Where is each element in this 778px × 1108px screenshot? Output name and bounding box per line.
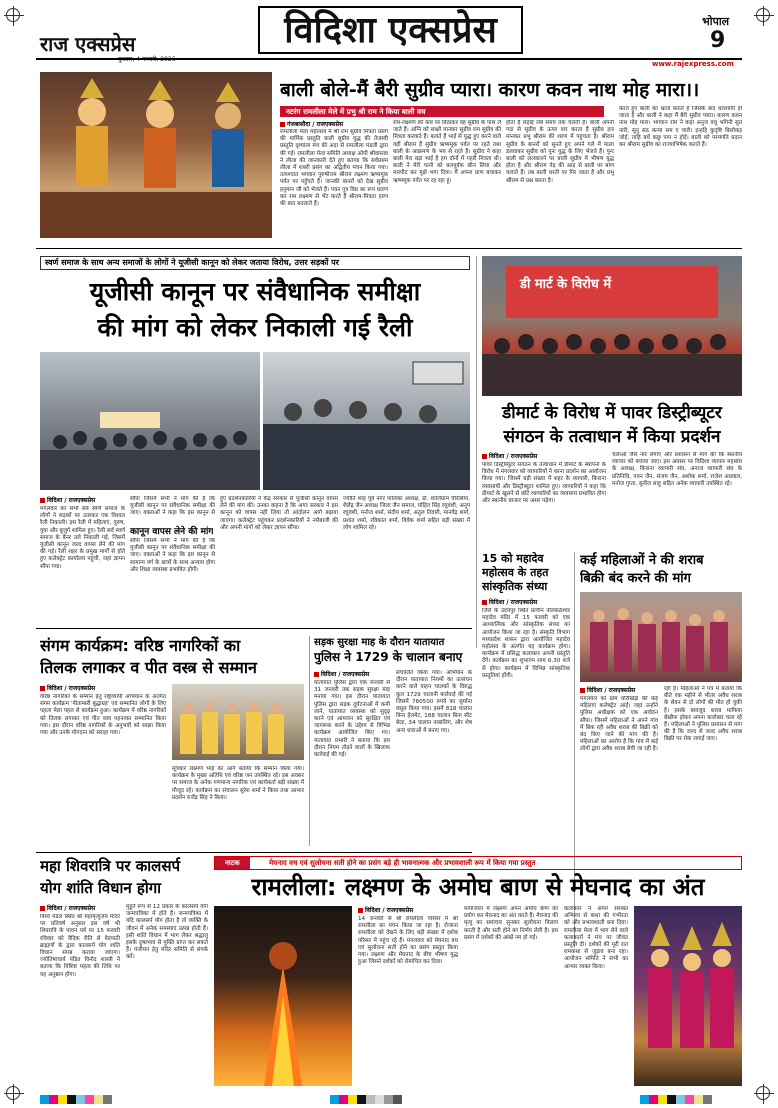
senior-citizens-photo — [172, 684, 304, 760]
registration-mark-icon — [6, 8, 20, 22]
registration-mark-icon — [756, 8, 770, 22]
section-rule — [36, 852, 472, 853]
story2-subhead: कानून वापस लेने की मांग — [130, 527, 214, 537]
story9-kicker-box — [214, 856, 742, 870]
city-label: भोपाल — [702, 15, 730, 28]
section-rule — [36, 628, 472, 629]
byline-marker-icon — [482, 600, 487, 605]
byline-marker-icon — [40, 906, 45, 911]
story9-headline: रामलीला: लक्ष्मण के अमोघ बाण से मेघनाद का अंत — [251, 873, 705, 901]
registration-mark-icon — [6, 1086, 20, 1100]
story2-headline-line1: यूजीसी कानून पर संवैधानिक समीक्षा — [89, 277, 421, 306]
website-link[interactable]: www.rajexpress.com — [652, 60, 734, 68]
story6-body-col1: वरिष्ठ नागरिकों के सम्मान हेतु राष्ट्रव्यापी अभियान के अंतर्गत संगम कार्यक्रम 'पीताम्बरी बुद्धाग्रह' एवं सम्मानित लोगों के लिए पहला मेला पहल से कार्यक्रम हुआ। कार्यक्रम में वरिष्ठ नागरिकों को तिलक लगाकर एवं पीत वस्त्र पहनाकर सम्मानित किया गया। इस दौरान वरिष्ठ नागरिकों के अनुभवों को साझा किया गया और उनके योगदान को सराहा गया। — [40, 694, 166, 737]
story7-body-col2: संचालित किया गया। अभियान के दौरान यातायात नियमों का उल्लंघन करने वाले वाहन चालकों के विरुद्ध कुल 1729 चालानी कार्रवाई की गई जिसमें 780500 रुपये का जुर्माना वसूल किया गया। इसमें 818 चालान बिना हेलमेट, 188 चालान बिना सीट बेल्ट, 34 चालान नाबालिग, और शेष अन्य धाराओं में बनाए गए। — [396, 670, 472, 734]
story9-body-col1: 14 जनवरी से श्री रामलीला परिसर में श्री रामलीला का मंचन किया जा रहा है। रोजाना रामलीला को देखने के लिए बड़ी संख्या में दर्शक परिसर में पहुंच रहे हैं। मंगलवार को मेघनाद वध एवं सुलोचना सती होने का प्रसंग प्रस्तुत किया गया। लक्ष्मण और मेघनाद के बीच भीषण युद्ध हुआ जिसने दर्शकों को रोमांचित कर दिया। — [358, 916, 458, 966]
byline-marker-icon — [40, 686, 45, 691]
story4-headline-line2: महोत्सव के तहत — [482, 566, 549, 579]
meghnad-actors-photo — [634, 906, 742, 1086]
story1-subhead: नटरंग रामलीला मेले में प्रभु श्री राम ने किया बाली वध — [280, 106, 604, 117]
color-bar — [40, 1095, 112, 1104]
rally-crowd-photo — [40, 352, 260, 490]
story6-byline: विदिशा / राजएक्सप्रेस — [40, 684, 95, 692]
column-rule — [309, 636, 310, 846]
women-memorandum-photo — [580, 592, 742, 682]
ramlila-stage-photo — [40, 72, 272, 238]
burning-effigy-photo — [214, 906, 352, 1086]
story1-body-col1: रामलीला मेला महोत्सव में श्री राम सुग्रीव मित्रता प्रसंग की मार्मिक प्रस्तुति बाली सुग्रीव युद्ध की तेजस्वी प्रस्तुति दृश्यांत्य मंच की अदा से रामलीला मंडली द्वारा की गई। रामलीला मेला समिति अध्यक्ष ओपी श्रीवास्तव ने लीला की जानकारी देते हुए बताया कि सर्वप्रथम लीला में शबरी प्रसंग का अद्वितीय मंचन किया गया। तत्पश्चात भगवान पुरुषोत्तम श्रीराम लक्ष्मण ऋष्यमूक पर्वत पर पहुँचते हैं। जानकी बानरों को देख सुग्रीव हनुमान जी को भेजते हैं। पवन पुत्र विप्र का रूप धारण कर राम लक्ष्मण से भेंट करते हैं श्रीराम-मित्रता हरण की बात बतलाते हैं। — [280, 129, 388, 208]
story5-headline-line1: कई महिलाओं ने की शराब — [580, 553, 704, 568]
story6-body-col2: सूत्रधार लक्ष्मण भाई का आगे बताया कि सम्मान किया गया। कार्यक्रम के मुख्य अतिथि एवं वरिष्ठ जन उपस्थित रहे। इस अवसर पर समाज के अनेक गणमान्य नागरिक एवं कार्यकर्ता बड़ी संख्या में मौजूद रहे। कार्यक्रम का संचालन सुरेश शर्मा ने किया तथा आभार प्रदर्शन राजेंद्र सिंह ने किया। — [172, 766, 304, 801]
story2-kicker: स्वर्ण समाज के साथ अन्य समाजों के लोगों ने यूजीसी कानून को लेकर जताया विरोध, उत्तर सड़कों पर — [40, 256, 470, 270]
story6-headline-line1: संगम कार्यक्रम: वरिष्ठ नागरिकों का — [40, 636, 241, 655]
byline-marker-icon — [314, 672, 319, 677]
story7-body-col1: यातायात पुलिस द्वारा एक जनवरी से 31 जनवरी तक सड़क सुरक्षा माह मनाया गया। इस दौरान यातायात पुलिस द्वारा सड़क दुर्घटनाओं में कमी लाने, यातायात व्यवस्था को सुदृढ़ करने एवं आमजन को सुरक्षित एवं जागरूक करने के उद्देश्य से विभिन्न कार्यक्रम आयोजित किए गए। यातायात प्रभारी ने बताया कि इस दौरान नियम तोड़ने वालों के खिलाफ कार्रवाई की गई। — [314, 680, 390, 759]
rally-memorandum-photo — [263, 352, 470, 490]
story1-headline: बाली बोले-मैं बैरी सुग्रीव प्यारा। कारण कवन नाथ मोह मारा।। — [280, 79, 700, 101]
section-rule — [36, 248, 742, 249]
page-title: विदिशा एक्सप्रेस — [258, 6, 523, 54]
story4-byline: विदिशा / राजएक्सप्रेस — [482, 598, 537, 606]
story8-headline-line1: महा शिवरात्रि पर कालसर्प — [40, 857, 180, 875]
story2-body-col4: ज्योति शाह पूर्व नगर पालिका अध्यक्ष, डॉ. शालिग्राम चौरसिया, शैलेंद्र जैन अध्यक्ष जिला जैन समाज, मोहित सिंह रघुवंशी, अनूप रघुवंशी, मनोज शर्मा, संदीप शर्मा, अतुल तिवारी, मानवेंद्र शर्मा, प्रशांत शर्मा, रविकांत शर्मा, विवेक शर्मा सहित बड़ी संख्या में लोग शामिल रहे। — [343, 496, 470, 531]
protest-banner-text: डी मार्ट के विरोध में — [520, 277, 612, 292]
story8-byline: विदिशा / राजएक्सप्रेस — [40, 904, 95, 912]
story5-byline: विदिशा / राजएक्सप्रेस — [580, 686, 635, 694]
masthead-rule — [36, 58, 742, 60]
story2-headline-line2: की मांग को लेकर निकाली गई रैली — [97, 313, 413, 342]
story8-body-col2: मुहूर्त रूप से 12 प्रकार के कालसर्प योग जन्मपत्रिका में होते हैं। जन्मपत्रिका में यदि कालसर्प योग होता है तो व्यक्ति के जीवन में अनेक समस्याएं उत्पन्न होती हैं। इसी शांति विधान में भाग लेकर श्रद्धालु इसके दुष्प्रभाव से मुक्ति प्राप्त कर सकते हैं। पंजीयन हेतु मंदिर समिति से संपर्क करें। — [126, 904, 208, 961]
story2-body-col2: सौंपा जिसमें सभी ने मांग की है कि यूजीसी कानून पर संवैधानिक समीक्षा की जाए। वक्ताओं ने कहा कि इस कानून से — [130, 496, 215, 516]
dmart-protest-photo — [482, 256, 742, 396]
story1-body-col3: होता है लड़ाई लंबे समय तक चलती है। बाली अपनी गदा से सुग्रीव के ऊपर वार करता है सुग्रीव हार मानकर प्रभु श्रीराम की शरण में पहुंचता है। श्रीराम सुग्रीव के बानरों को सुनते हुए अपने गले में माला डलवाकर सुग्रीव को पुनः युद्ध के लिए भेजते हैं। पुनः बाली को ललकारने पर बाली सुग्रीव में भीषण युद्ध होता है और श्रीराम पेड़ की आड़ से बाली पर बाण चलाते हैं। तब बाली धरती पर गिर जाता है और प्रभु श्रीराम से प्रश्न करता है। — [506, 120, 614, 184]
column-rule — [476, 256, 477, 648]
story7-headline-line1: सड़क सुरक्षा माह के दौरान यातायात — [314, 637, 445, 648]
story7-byline: विदिशा / राजएक्सप्रेस — [314, 670, 369, 678]
story9-kicker-label: नाटक — [215, 857, 250, 869]
story5-body-col2: रही हैं। महिलाओं ने पत्र में बताया कि बीते एक महीने से भीतर अवैध शराब के सेवन से दो लोगों की मौत हो चुकी है। इसके बावजूद शराब माफिया बेखौफ होकर अपना कारोबार चला रहे हैं। महिलाओं ने पुलिस प्रशासन से मांग की है कि जल्द से जल्द अवैध शराब बिक्री पर रोक लगाई जाए। — [664, 686, 742, 743]
byline-marker-icon — [40, 498, 45, 503]
byline-marker-icon — [280, 122, 285, 127]
story3-headline-line1: डीमार्ट के विरोध में पावर डिस्ट्रीब्यूटर — [502, 403, 722, 423]
story2-body-col2b: सौंपा जिसमें सभी ने मांग की है कि यूजीसी कानून पर संवैधानिक समीक्षा की जाए। वक्ताओं ने कहा कि इस कानून से सामान्य वर्ग के छात्रों के साथ अन्याय होगा और शिक्षा व्यवस्था प्रभावित होगी। — [130, 538, 215, 573]
byline-marker-icon — [482, 454, 487, 459]
story9-kicker: मेघनाद वध एवं सुलोचना सती होने का प्रसंग बड़े ही भावनात्मक और प्रभावशाली रूप में किया गया प्रस्तुत — [269, 859, 536, 867]
story3-body-col2: चलाओ जैसे नारे लगाए और प्रशासन से मांग की कि स्थानीय व्यापार को बचाया जाए। इस अवसर पर विदिशा व्यापार महासंघ के अध्यक्ष, किराना व्यापारी संघ, अनाज व्यापारी संघ के प्रतिनिधि, पवन जैन, संजय जैन, अशोक शर्मा, राजेश अग्रवाल, मनोज गुप्ता, सुनील साहू सहित अनेक व्यापारी उपस्थित रहे। — [612, 452, 742, 487]
story1-body-col4: करते हुए बाली को भ्राता बताते हैं जिसके बाद धराशायी हो जाता है और बाली ने कहा मैं बैरी सुग्रीव प्यारा। कारण कवन नाथ मोह मारा। भगवान राम ने कहा अनुज वधू भगिनी सुत नारी, सुनु सठ कन्या सम ए चारी। इन्हहि कुदृष्टि बिलोकइ जोई, ताहि बधें कछु पाप न होई। बाली को परमगति प्रदान कर श्रीराम सुग्रीव का राज्याभिषेक कराते हैं। — [619, 106, 742, 149]
story6-headline-line2: तिलक लगाकर व पीत वस्त्र से सम्मान — [40, 658, 257, 677]
story9-body-col2: मायाजाल में लक्ष्मण अपने अमोघ बाण का प्रयोग कर मेघनाद का अंत करते हैं। मेघनाद की मृत्यु का समाचार सुनकर सुलोचना विलाप करती है और सती होने का निर्णय लेती है। इस प्रसंग में दर्शकों की आंखें नम हो गईं। — [464, 906, 558, 941]
story3-body-col1: पावर डिस्ट्रीब्यूटर संगठन के तत्वाधान में डीमार्ट के स्थापना के विरोध में मंगलवार को व्यापारियों ने धरना प्रदर्शन का आयोजन किया गया। जिसमें बड़ी संख्या में शहर के व्यापारी, किराना व्यवसायी और डिस्ट्रीब्यूटर शामिल हुए। व्यापारियों ने कहा कि डीमार्ट के खुलने से छोटे व्यापारियों का व्यवसाय प्रभावित होगा और स्थानीय बाजार पर असर पड़ेगा। — [482, 462, 606, 505]
story9-byline: विदिशा / राजएक्सप्रेस — [358, 906, 413, 914]
story2-body-col1: मंगलवार को सभी सर्व स्वर्ण समाज के लोगों ने सड़कों पर उतरकर एक विशाल रैली निकाली। इस रैली में महिलाएं, पुरुष, युवा और बुजुर्ग शामिल हुए। रैली सर्व स्वर्ण समाज के बैनर तले निकाली गई, जिसमें यूजीसी कानून जल्द वापस लेने की मांग की गई। रैली शहर के प्रमुख मार्गों से होते हुए कलेक्ट्रेट कार्यालय पहुंची, जहां ज्ञापन सौंपा गया। — [40, 506, 125, 570]
page-number: 9 — [710, 28, 726, 53]
story7-headline-line2: पुलिस ने 1729 के चालान बनाए — [314, 650, 463, 664]
story5-body-col1: मंगलवार को ग्राम धौरीखेड़ा की कई महिलाएं कलेक्ट्रेट आईं। जहां उन्होंने पुलिस अधीक्षक को एक आवेदन सौंपा। जिसमें महिलाओं ने अपने गांव में बिक रही अवैध शराब की बिक्री को बंद किए जाने की मांग की है। महिलाओं का आरोप है कि गांव में कई लोगों द्वारा अवैध शराब बेची जा रही है। — [580, 696, 658, 753]
story4-body: जिले के उदयपुर स्थित प्राचीन नीलकंठेश्वर महादेव मंदिर में 15 फरवरी को एक आध्यात्मिक और सांस्कृतिक संध्या का आयोजन किया जा रहा है। संस्कृति विभाग मध्यप्रदेश शासन द्वारा आयोजित महादेव महोत्सव के अंतर्गत यह कार्यक्रम होगा। कार्यक्रम में प्रसिद्ध कलाकार अपनी प्रस्तुति देंगे। कार्यक्रम का शुभारंभ शाम 6.30 बजे से होगा। कार्यक्रम में विभिन्न सांस्कृतिक प्रस्तुतियां होंगी। — [482, 608, 570, 679]
story8-headline-line2: योग शांति विधान होगा — [40, 879, 162, 897]
story3-byline: विदिशा / राजएक्सप्रेस — [482, 452, 537, 460]
story4-headline-line1: 15 को महादेव — [482, 552, 544, 565]
story3-headline-line2: संगठन के तत्वाधान में किया प्रदर्शन — [503, 427, 721, 447]
color-bar — [330, 1095, 402, 1104]
story4-headline-line3: सांस्कृतिक संध्या — [482, 580, 548, 593]
byline-marker-icon — [580, 688, 585, 693]
story2-byline: विदिशा / राजएक्सप्रेस — [40, 496, 95, 504]
edition-name: राज एक्सप्रेस — [40, 32, 136, 56]
byline-marker-icon — [358, 908, 363, 913]
story8-body-col1: विश्व मंडल स्थित श्री महामृत्युंजय मंदिर पर प्रतिवर्ष अनुसार इस वर्ष भी शिवरात्रि के पावन पर्व पर 15 फरवरी रविवार को वैदिक रीति से वेदपाठी ब्राह्मणों के द्वारा कालसर्प योग शांति विधान संपन्न कराया जाएगा। ज्योतिषाचार्य पंडित विनोद शास्त्री ने बताया कि विशिष्ट महत्व की तिथि पर यह अनुष्ठान होगा। — [40, 914, 120, 978]
story9-body-col3: कलाकार ने अपने सशक्त अभिनय से कथा की गंभीरता को और प्रभावशाली बना दिया। रामलीला मेला में भाग लेने वाले कलाकारों ने मंच पर जीवंत प्रस्तुति दी। दर्शकों की पूरी रात रामकथा से जुड़ाव बना रहा। आयोजन समिति ने सभी का आभार व्यक्त किया। — [564, 906, 628, 970]
story1-byline: गंजबासौदा / राजएक्सप्रेस — [280, 120, 343, 128]
story2-body-col3: हुए प्रदर्शनकारियों ने केंद्र सरकार से यूजीसी कानून वापस लेने की मांग की। उनका कहना है कि अगर सरकार ने इस कानून को वापस नहीं लिया तो आंदोलन आगे बढ़ाया जाएगा। कलेक्ट्रेट पहुंचकर प्रदर्शनकारियों ने नारेबाजी की और अपनी मांगों को लेकर ज्ञापन सौंपा। — [220, 496, 338, 531]
story5-headline-line2: बिक्री बंद करने की मांग — [580, 571, 691, 586]
story1-body-col2: राम-लक्ष्मण को कंधे पर बिठाकर वह सुग्रीव के पास ले जाते हैं। अग्नि को साक्षी मानकर सुग्रीव राम सुग्रीव की मित्रता करवाते हैं। बताते हैं भाई से युद्ध हुए करने वाले वहीं श्रीराम हैं सुग्रीव ऋष्यमूक पर्वत पर रहते तथा बाली के आक्रमण के भय से रहते हैं। सुग्रीव ने कहा बाली मेरा बड़ा भाई है हम दोनों में गहरी मित्रता थी। बाली ने मेरी पत्नी को बलपूर्वक छीन लिया और मारपीट कर मुझे भगा दिया। मैं अपना प्राण बचाकर ऋष्यमूक पर्वत पर रह रहा हूं। — [393, 120, 501, 184]
registration-mark-icon — [756, 1086, 770, 1100]
color-bar — [640, 1095, 712, 1104]
